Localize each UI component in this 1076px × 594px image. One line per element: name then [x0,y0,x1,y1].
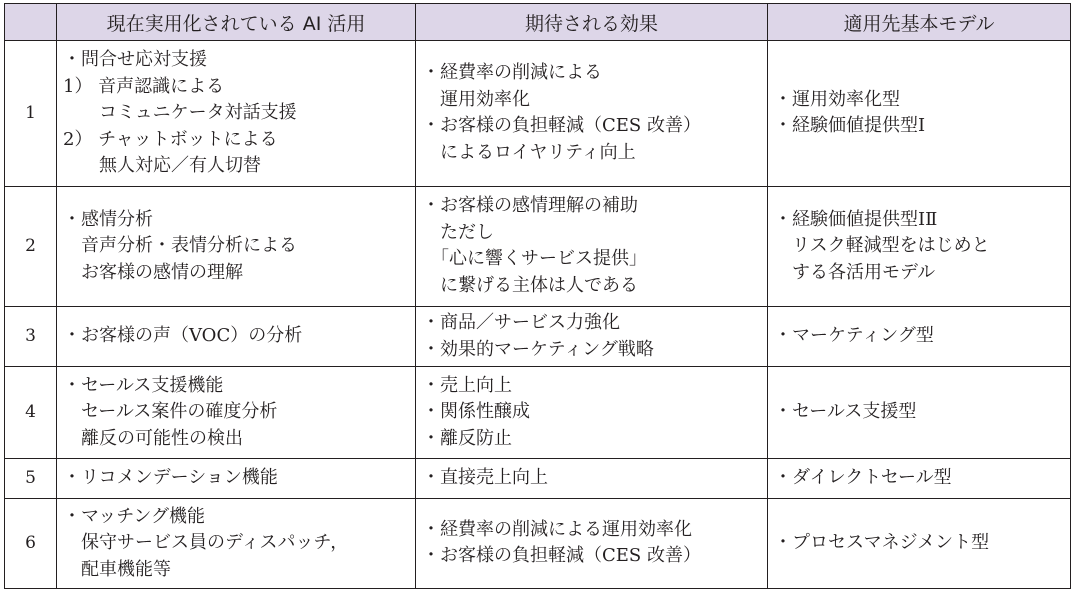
effects-line: ・関係性醸成 [422,401,530,423]
base-model-cell [768,458,1071,498]
current-ai-use-cell [57,306,416,367]
current-ai-use-cell [57,186,416,306]
uses-line: 2） チャットボットによる [63,128,278,150]
effects-line: に繋げる主体は人である [422,274,638,296]
header-row [5,4,1071,41]
expected-effect-cell [416,498,768,588]
models-line: ・ダイレクトセール型 [774,466,952,488]
current-ai-use-cell [57,458,416,498]
base-model-cell [768,306,1071,367]
table-body [5,41,1071,589]
header-expected-effect: 期待される効果 [416,4,768,41]
effects-line: ・離反防止 [422,427,512,449]
header-num [5,4,57,41]
expected-effect-cell [416,367,768,458]
uses-line: ・問合せ応対支援 [63,49,207,71]
uses-line: 離反の可能性の検出 [63,427,243,449]
effects-line: ・お客様の感情理解の補助 [422,195,638,217]
base-model-cell [768,498,1071,588]
effects-line: ・お客様の負担軽減（CES 改善） [422,545,701,567]
table-row [5,367,1071,458]
uses-line: お客様の感情の理解 [63,261,243,283]
header-base-model: 適用先基本モデル [768,4,1071,41]
table-row [5,41,1071,187]
uses-line: コミュニケータ対話支援 [63,102,297,124]
row-number: 5 [5,458,57,498]
uses-line: 配車機能等 [63,558,171,580]
effects-line: によるロイヤリティ向上 [422,141,636,163]
current-ai-use-cell [57,41,416,187]
effects-line: ・お客様の負担軽減（CES 改善） [422,115,701,137]
current-ai-use-cell [57,367,416,458]
table-row [5,306,1071,367]
current-ai-use-cell [57,498,416,588]
effects-line: ・効果的マーケティング戦略 [422,338,654,360]
models-line: する各活用モデル [774,261,936,283]
uses-line: ・セールス支援機能 [63,374,224,396]
uses-line: ・マッチング機能 [63,505,206,527]
row-number: 2 [5,186,57,306]
models-line: ・セールス支援型 [774,401,917,423]
table-row [5,498,1071,588]
models-line: ・経験価値提供型ⅠⅡ [774,208,938,230]
uses-line: セールス案件の確度分析 [63,401,278,423]
models-line: リスク軽減型をはじめと [774,235,990,256]
uses-line: 保守サービス員のディスパッチ， [63,532,349,554]
models-line: ・マーケティング型 [774,325,934,347]
base-model-cell [768,367,1071,458]
expected-effect-cell [416,186,768,306]
uses-line: ・お客様の声（VOC）の分析 [63,325,303,347]
uses-line: 音声分析・表情分析による [63,235,297,256]
models-line: ・運用効率化型 [774,88,900,110]
effects-line: ・経費率の削減による [422,62,602,84]
base-model-cell [768,41,1071,187]
expected-effect-cell [416,458,768,498]
effects-line: 「心に響くサービス提供」 [422,248,647,270]
uses-line: ・リコメンデーション機能 [63,466,278,488]
effects-line: 運用効率化 [422,88,530,110]
expected-effect-cell [416,306,768,367]
row-number: 4 [5,367,57,458]
models-line: ・プロセスマネジメント型 [774,532,990,554]
expected-effect-cell [416,41,768,187]
row-number: 6 [5,498,57,588]
row-number: 3 [5,306,57,367]
effects-line: ・経費率の削減による運用効率化 [422,518,692,540]
header-current-ai-use: 現在実用化されている AI 活用 [57,4,416,41]
effects-line: ただし [422,221,494,243]
models-line: ・経験価値提供型Ⅰ [774,115,926,137]
effects-line: ・商品／サービス力強化 [422,312,620,334]
table-row [5,458,1071,498]
ai-usage-table [4,3,1071,589]
effects-line: ・直接売上向上 [422,466,548,488]
base-model-cell [768,186,1071,306]
uses-line: 無人対応／有人切替 [63,155,261,177]
uses-line: 1） 音声認識による [63,75,225,97]
row-number: 1 [5,41,57,187]
table-row [5,186,1071,306]
uses-line: ・感情分析 [63,208,153,230]
effects-line: ・売上向上 [422,374,512,396]
